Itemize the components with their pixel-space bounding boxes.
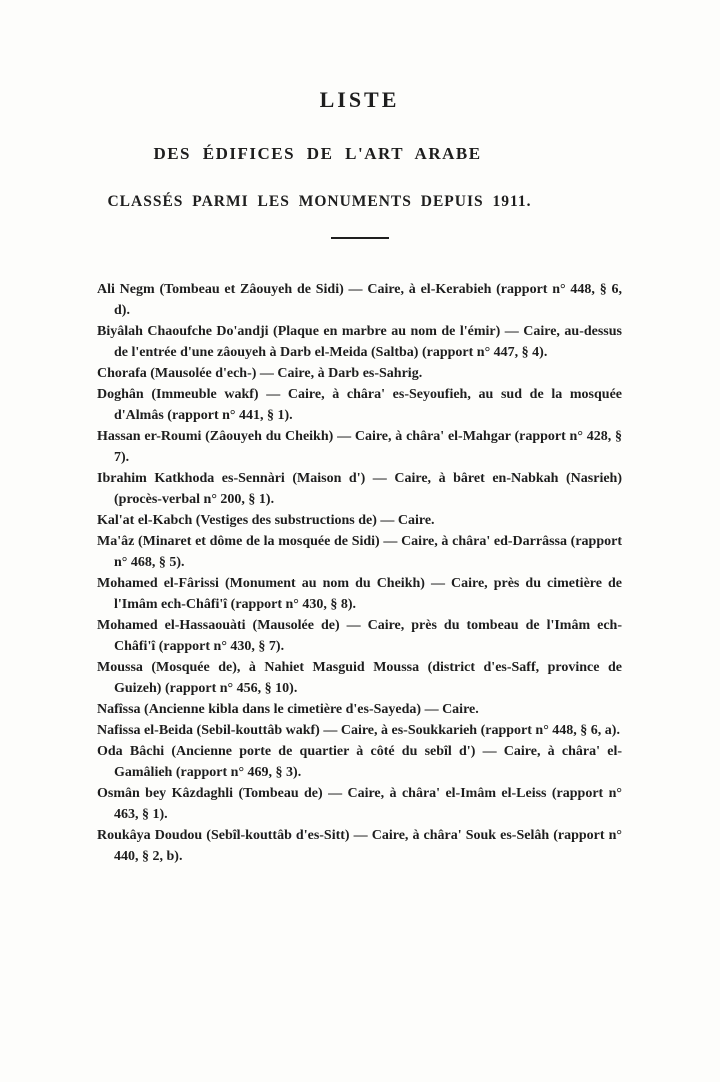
list-item: Ibrahim Katkhoda es-Sennàri (Maison d') — Caire, à bâret en-Nabkah (Nasrieh) (procès-verbal n° 200, § 1). (97, 470, 622, 507)
text-column (97, 0, 622, 867)
entry-list (97, 279, 622, 867)
list-item: Kal'at el-Kabch (Vestiges des substructions de) — Caire. (97, 512, 435, 528)
list-item: Moussa (Mosquée de), à Nahiet Masguid Moussa (district d'es-Saff, province de Guizeh) (rapport n° 456, § 10). (97, 659, 622, 696)
list-item: Ma'âz (Minaret et dôme de la mosquée de Sidi) — Caire, à châra' ed-Darrâssa (rapport n° 468, § 5). (97, 533, 622, 570)
list-item: Mohamed el-Hassaouàti (Mausolée de) — Caire, près du tombeau de l'Imâm ech-Châfi'î (rapport n° 430, § 7). (97, 617, 622, 654)
list-item: Chorafa (Mausolée d'ech-) — Caire, à Darb es-Sahrig. (97, 365, 423, 381)
list-item: Hassan er-Roumi (Zâouyeh du Cheikh) — Caire, à châra' el-Mahgar (rapport n° 428, § 7). (97, 428, 622, 465)
ornamental-rule (331, 237, 389, 239)
page-title: LISTE (319, 87, 400, 112)
page-subtitle-line2: CLASSÉS PARMI LES MONUMENTS DEPUIS 1911. (107, 192, 532, 210)
page-subtitle-line1: DES ÉDIFICES DE L'ART ARABE (153, 144, 482, 164)
list-item: Nafîssa (Ancienne kibla dans le cimetière d'es-Sayeda) — Caire. (97, 701, 479, 717)
list-item: Ali Negm (Tombeau et Zâouyeh de Sidi) — Caire, à el-Kerabieh (rapport n° 448, § 6, d). (97, 281, 622, 318)
list-item: Biyâlah Chaoufche Do'andji (Plaque en marbre au nom de l'émir) — Caire, au-dessus de l'entrée d'une zâouyeh à Darb el-Meida (Saltba) (rapport n° 447, § 4). (97, 323, 622, 360)
list-item: Oda Bâchi (Ancienne porte de quartier à côté du sebîl d') — Caire, à châra' el-Gamâlieh (rapport n° 469, § 3). (97, 743, 622, 780)
list-item: Roukâya Doudou (Sebîl-kouttâb d'es-Sitt) — Caire, à châra' Souk es-Selâh (rapport n° 440, § 2, b). (97, 827, 622, 864)
list-item: Mohamed el-Fârissi (Monument au nom du Cheikh) — Caire, près du cimetière de l'Imâm ech-Châfi'î (rapport n° 430, § 8). (97, 575, 622, 612)
list-item: Doghân (Immeuble wakf) — Caire, à châra' es-Seyoufieh, au sud de la mosquée d'Almâs (rapport n° 441, § 1). (97, 386, 622, 423)
list-item: Osmân bey Kâzdaghli (Tombeau de) — Caire, à châra' el-Imâm el-Leiss (rapport n° 463, § 1). (97, 785, 622, 822)
list-item: Nafissa el-Beida (Sebil-kouttâb wakf) — Caire, à es-Soukkarieh (rapport n° 448, § 6, a). (97, 722, 620, 738)
